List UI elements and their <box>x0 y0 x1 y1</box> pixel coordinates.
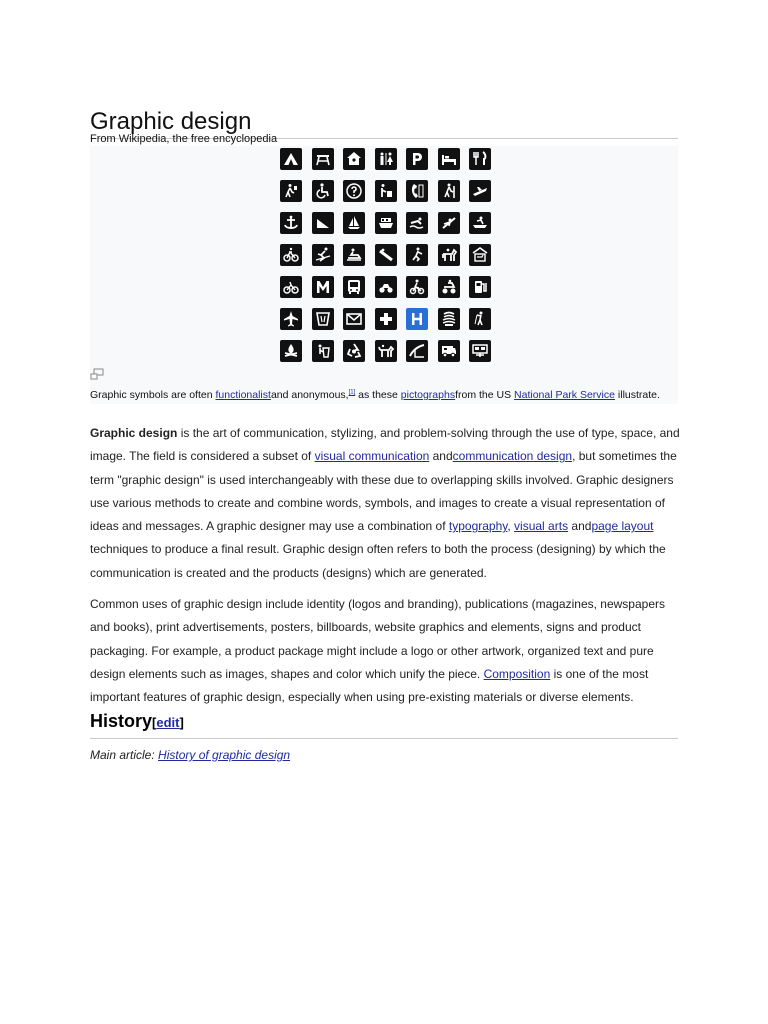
boating-icon <box>469 212 491 234</box>
lodging-icon <box>438 148 460 170</box>
paragraph-text: and <box>568 519 592 534</box>
cross-country-skiing-icon <box>406 244 428 266</box>
campground-icon <box>280 148 302 170</box>
wheelchair-accessible-icon <box>312 180 334 202</box>
figure-caption <box>90 389 678 401</box>
site-tagline: From Wikipedia, the free encyclopedia <box>90 133 278 145</box>
stable-icon <box>469 244 491 266</box>
link-visual-communication[interactable]: visual communication <box>314 449 430 464</box>
trail-bike-icon <box>375 276 397 298</box>
paragraph-text: , <box>507 519 515 534</box>
paragraph-text: and <box>429 449 453 464</box>
airplane-icon <box>280 308 302 330</box>
ferry-icon <box>375 212 397 234</box>
caption-text: as these <box>355 389 401 401</box>
post-office-icon <box>343 308 365 330</box>
hatnote-prefix: Main article: <box>90 748 159 762</box>
edit-section <box>152 715 184 730</box>
parking-icon <box>406 148 428 170</box>
bicycle-trail-icon <box>280 244 302 266</box>
link-national-park-service[interactable]: National Park Service <box>514 389 615 401</box>
litter-receptacle-icon <box>312 308 334 330</box>
swimming-icon <box>406 212 428 234</box>
link-history-of-graphic-design[interactable]: History of graphic design <box>158 748 291 762</box>
caption-text: from the US <box>455 389 515 401</box>
rv-campground-icon <box>438 340 460 362</box>
drinking-water-icon <box>375 180 397 202</box>
snowmobile-icon <box>343 244 365 266</box>
recycle-icon <box>343 340 365 362</box>
information-icon <box>343 180 365 202</box>
caption-text: illustrate. <box>614 389 660 401</box>
boat-tour-icon <box>406 340 428 362</box>
link-page-layout[interactable]: page layout <box>591 519 654 534</box>
edit-bracket: [ <box>152 715 157 730</box>
link-composition[interactable]: Composition <box>483 666 551 681</box>
caption-text: Graphic symbols are often <box>90 389 216 401</box>
paragraph-text: is the art of communication, stylizing, and problem-solving through the use of type, space, and image. The field is considered a subset of <box>90 426 680 464</box>
edit-bracket: ] <box>179 715 184 730</box>
off-road-icon <box>438 276 460 298</box>
restrooms-icon <box>375 148 397 170</box>
enlarge-icon[interactable] <box>90 368 104 380</box>
mountain-bike-icon <box>406 276 428 298</box>
recycling-icon <box>312 340 334 362</box>
pictogram-figure <box>90 146 678 404</box>
section-heading-text: History <box>90 711 153 731</box>
link-pictographs[interactable]: pictographs <box>400 389 456 401</box>
waterskiing-icon <box>438 212 460 234</box>
hospital-icon <box>406 308 428 330</box>
link-communication-design[interactable]: communication design <box>452 449 573 464</box>
edit-link[interactable]: edit <box>156 715 180 730</box>
paragraph-text: techniques to produce a final result. Graphic design often refers to both the process (designing) by which the communication is created and the products (designs) which are generated. <box>90 542 666 580</box>
marina-icon <box>280 212 302 234</box>
picnic-area-icon <box>312 148 334 170</box>
first-aid-icon <box>375 308 397 330</box>
bus-icon <box>343 276 365 298</box>
caption-text: and anonymous, <box>270 389 349 401</box>
link-visual-arts[interactable]: visual arts <box>514 519 569 534</box>
paragraph-text: , but sometimes the term "graphic design" is used interchangeably with these due to overlapping skills involved. Graphic designers use various methods to create and combine words, symbols, and images to create a visual representation of ideas and messages. A graphic designer may use a combination of <box>90 449 677 534</box>
telephone-icon <box>406 180 428 202</box>
link-functionalist[interactable]: functionalist <box>215 389 271 401</box>
skiing-icon <box>312 244 334 266</box>
food-service-icon <box>469 148 491 170</box>
airport-transport-icon <box>469 180 491 202</box>
campfire-icon <box>280 340 302 362</box>
bicycling-icon <box>280 276 302 298</box>
metro-icon <box>312 276 334 298</box>
bold-term: Graphic design <box>90 426 178 440</box>
horse-trail-icon <box>438 244 460 266</box>
launch-ramp-icon <box>312 212 334 234</box>
main-article-hatnote <box>90 748 290 762</box>
sanitary-dump-icon <box>469 340 491 362</box>
hiking-trail-icon <box>438 180 460 202</box>
shelter-icon <box>343 148 365 170</box>
self-guided-trail-icon <box>280 180 302 202</box>
intro-paragraph <box>90 422 680 585</box>
gas-station-icon <box>469 276 491 298</box>
downhill-skiing-icon <box>375 244 397 266</box>
section-heading-history <box>90 709 678 739</box>
link-typography[interactable]: typography <box>448 519 508 534</box>
page-title: Graphic design <box>90 108 678 139</box>
paragraph-text: is one of the most important features of graphic design, especially when using pre-existing materials or diverse elements. <box>90 666 649 705</box>
uses-paragraph <box>90 593 680 709</box>
sailing-icon <box>343 212 365 234</box>
pictogram-grid[interactable] <box>280 148 491 362</box>
paragraph-text: Common uses of graphic design include identity (logos and branding), publications (magazines, newspapers and books), print advertisements, posters, billboards, website graphics and elements, signs and product packaging. For example, a product package might include a logo or other artwork, organized text and pure design elements such as images, shapes and color which unify the piece. <box>90 597 665 681</box>
reference-1[interactable]: [1] <box>348 389 356 396</box>
showers-icon <box>438 308 460 330</box>
golfing-icon <box>469 308 491 330</box>
pets-icon <box>375 340 397 362</box>
